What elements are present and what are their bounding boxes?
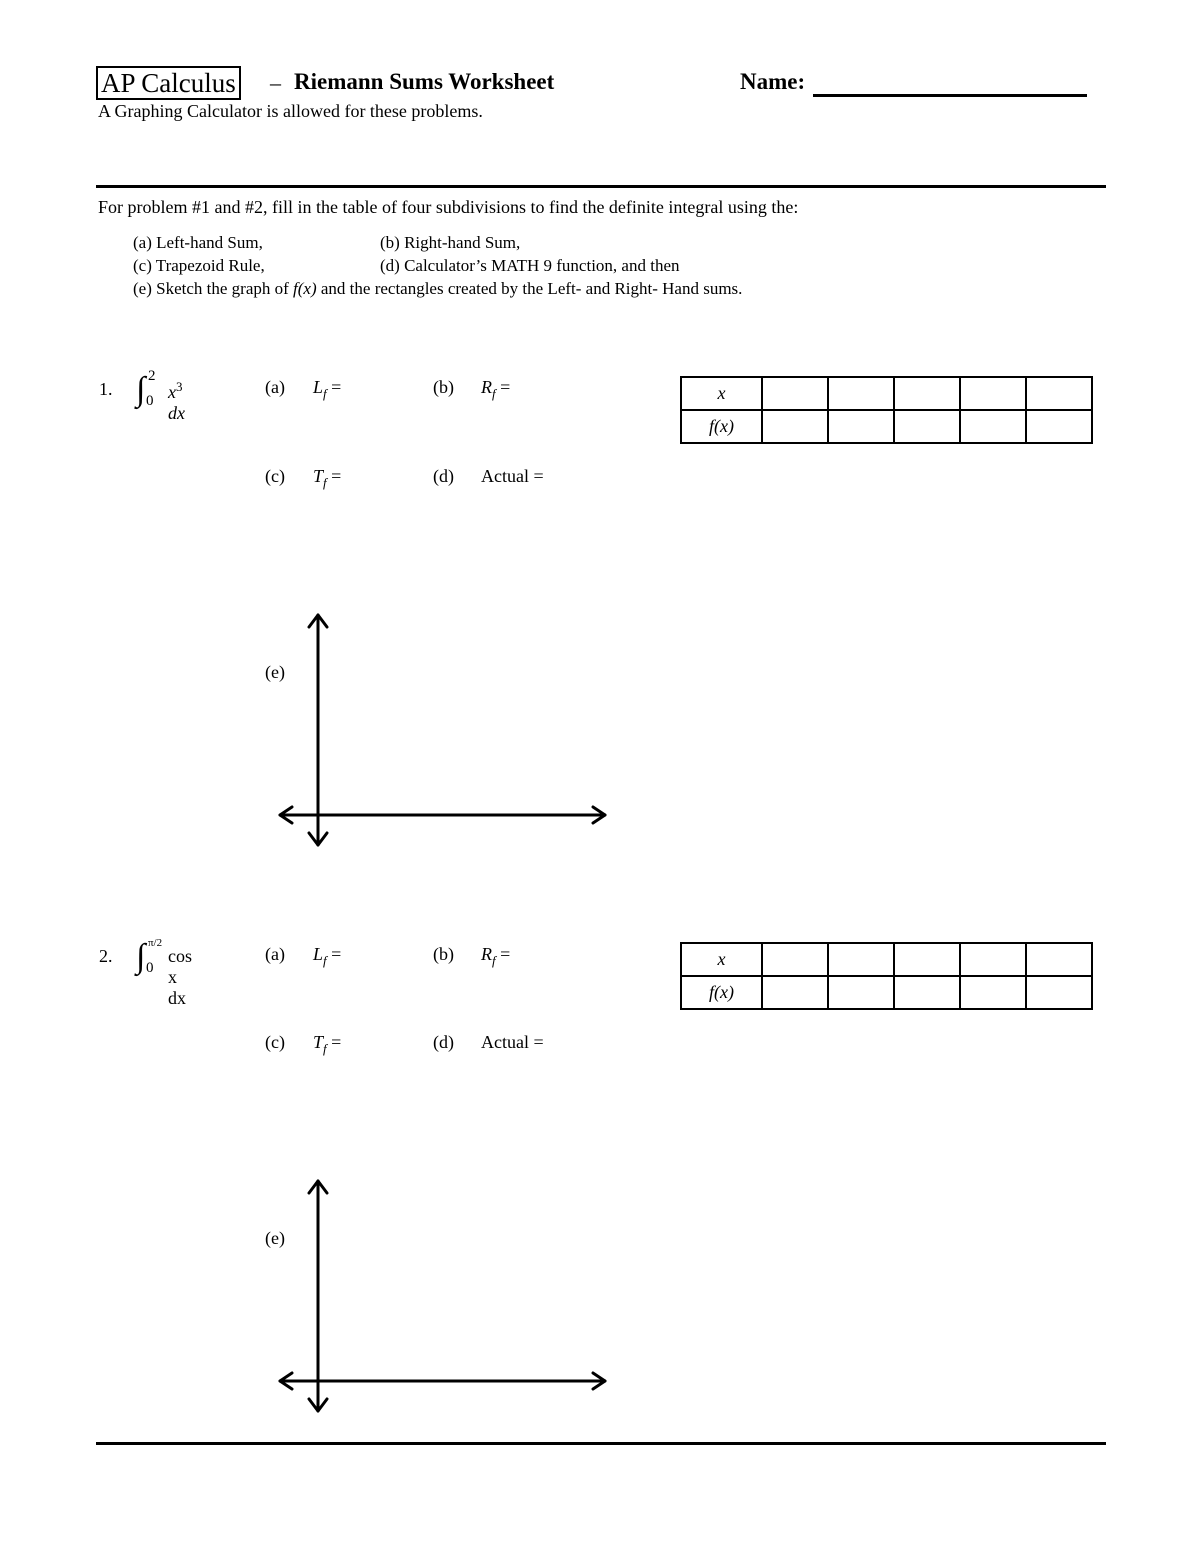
table-cell[interactable] xyxy=(1026,377,1092,410)
problem-2-left-sum: (a) $L_f$ = xyxy=(265,944,342,968)
table-row xyxy=(681,377,1092,410)
table-cell[interactable] xyxy=(1026,976,1092,1009)
problem-1-trapezoid: (c) $T_f$ = xyxy=(265,466,342,490)
course-title-box: AP Calculus xyxy=(96,66,241,100)
problem-1-sketch-label: (e) xyxy=(265,662,285,682)
integral-lower-limit: 0 xyxy=(146,393,154,409)
integrand: cos x dx xyxy=(168,946,192,1008)
table-cell[interactable] xyxy=(828,377,894,410)
name-label: Name: xyxy=(740,69,806,94)
worksheet-title: Riemann Sums Worksheet xyxy=(294,69,555,94)
option-e-pre: (e) Sketch the graph of xyxy=(133,279,294,298)
table-cell[interactable] xyxy=(894,377,960,410)
problem-1-right-sum: (b) $R_f$ = xyxy=(433,377,511,401)
problem-2-right-sum: (b) $R_f$ = xyxy=(433,944,511,968)
table-x-label: x xyxy=(681,943,762,976)
calculator-note: A Graphing Calculator is allowed for these problems. xyxy=(98,101,483,121)
problem-2-axes[interactable] xyxy=(270,1171,615,1421)
table-cell[interactable] xyxy=(828,976,894,1009)
table-fx-label: f(x) xyxy=(681,410,762,443)
problem-2-sketch-label: (e) xyxy=(265,1228,285,1248)
option-a: (a) Left-hand Sum, xyxy=(133,233,263,252)
option-d: (d) Calculator’s MATH 9 function, and then xyxy=(380,256,680,275)
table-cell[interactable] xyxy=(960,976,1026,1009)
table-row xyxy=(681,943,1092,976)
problem-2-actual: (d) Actual = xyxy=(433,1032,544,1052)
problem-2-trapezoid: (c) $T_f$ = xyxy=(265,1032,342,1056)
integral-lower-limit: 0 xyxy=(146,960,154,976)
integral-sign: ∫ xyxy=(136,371,146,408)
option-e-post: and the rectangles created by the Left- and Right- Hand sums. xyxy=(316,279,743,298)
integral-upper-limit: π/2 xyxy=(148,937,163,949)
integral-upper-limit: 2 xyxy=(148,368,156,384)
option-e xyxy=(133,279,742,299)
problem-2-number: 2. xyxy=(99,946,113,966)
table-cell[interactable] xyxy=(828,410,894,443)
integrand-var: x xyxy=(168,382,176,402)
table-cell[interactable] xyxy=(762,410,828,443)
table-x-label: x xyxy=(681,377,762,410)
table-cell[interactable] xyxy=(894,410,960,443)
table-row xyxy=(681,976,1092,1009)
table-cell[interactable] xyxy=(960,377,1026,410)
instructions-intro: For problem #1 and #2, fill in the table of four subdivisions to find the definite integral using the: xyxy=(98,197,799,217)
integral-sign: ∫ xyxy=(136,938,146,975)
table-row xyxy=(681,410,1092,443)
table-cell[interactable] xyxy=(1026,943,1092,976)
option-c: (c) Trapezoid Rule, xyxy=(133,256,265,275)
integrand-exponent: 3 xyxy=(176,379,183,394)
table-cell[interactable] xyxy=(1026,410,1092,443)
table-cell[interactable] xyxy=(894,943,960,976)
problem-1-left-sum: (a) $L_f$ = xyxy=(265,377,342,401)
problem-1-actual: (d) Actual = xyxy=(433,466,544,486)
problem-2-value-table xyxy=(680,942,1093,1010)
table-cell[interactable] xyxy=(894,976,960,1009)
option-b: (b) Right-hand Sum, xyxy=(380,233,521,252)
top-divider xyxy=(96,185,1106,188)
bottom-divider xyxy=(96,1442,1106,1445)
table-fx-label: f(x) xyxy=(681,976,762,1009)
table-cell[interactable] xyxy=(762,943,828,976)
problem-1-axes[interactable] xyxy=(270,605,615,855)
table-cell[interactable] xyxy=(828,943,894,976)
table-cell[interactable] xyxy=(762,377,828,410)
problem-1-value-table xyxy=(680,376,1093,444)
option-e-fx: f(x) xyxy=(293,279,317,298)
table-cell[interactable] xyxy=(960,410,1026,443)
title-dash: – xyxy=(270,70,281,95)
table-cell[interactable] xyxy=(960,943,1026,976)
table-cell[interactable] xyxy=(762,976,828,1009)
name-field-line[interactable] xyxy=(813,94,1087,97)
integrand xyxy=(168,379,185,424)
problem-1-number: 1. xyxy=(99,379,113,399)
integrand-dx: dx xyxy=(168,403,185,423)
